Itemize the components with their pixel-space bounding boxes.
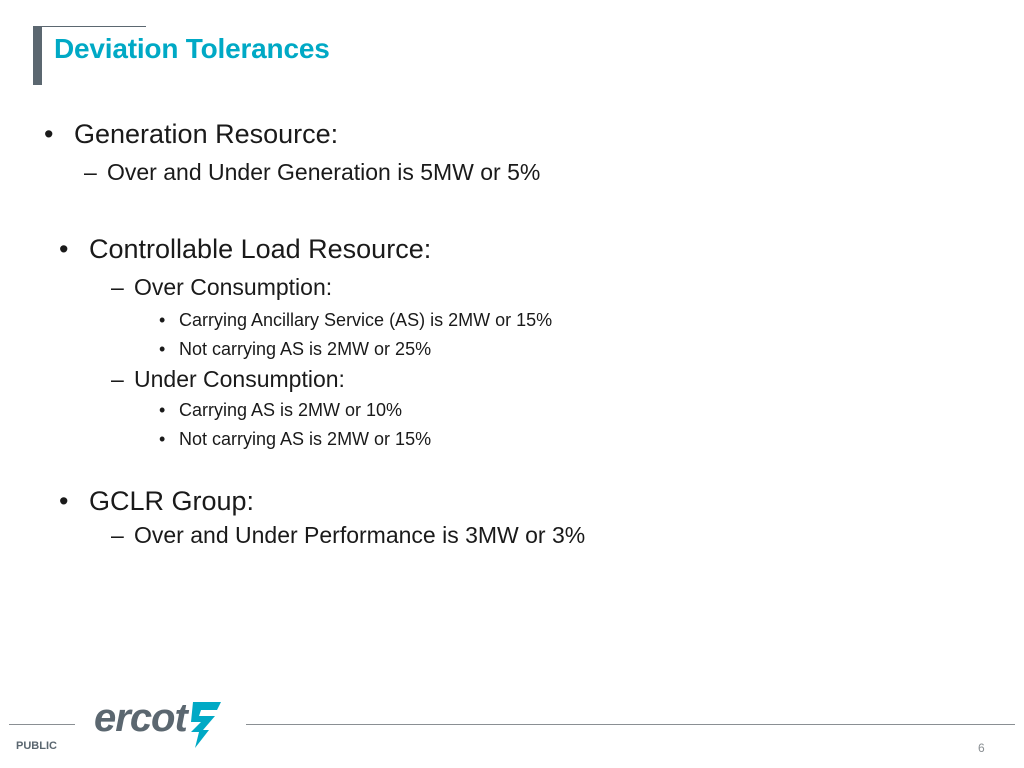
sub-item-carrying-as-over: Carrying Ancillary Service (AS) is 2MW or 15% <box>179 310 553 330</box>
sub-item-not-carrying-as-under: Not carrying AS is 2MW or 15% <box>179 429 432 449</box>
section-heading-generation: Generation Resource: <box>74 119 339 149</box>
dash-marker: – <box>111 366 124 392</box>
sub-item-not-carrying-as-over: Not carrying AS is 2MW or 25% <box>179 339 432 359</box>
footer-rule-left <box>9 724 75 725</box>
classification-label: PUBLIC <box>16 740 57 752</box>
sub-bullet-marker: • <box>159 310 166 330</box>
bullet-marker: • <box>44 119 54 149</box>
sub-bullet-marker: • <box>159 400 166 420</box>
dash-marker: – <box>111 522 124 548</box>
sub-bullet-marker: • <box>159 429 166 449</box>
item-under-consumption: Under Consumption: <box>134 366 345 392</box>
dash-marker: – <box>111 274 124 300</box>
section-heading-controllable-load: Controllable Load Resource: <box>89 234 432 264</box>
dash-marker: – <box>84 159 97 185</box>
footer-rule-right <box>246 724 1015 725</box>
sub-bullet-marker: • <box>159 339 166 359</box>
title-rule <box>42 26 146 27</box>
ercot-logo-text: ercot <box>94 696 187 740</box>
bullet-marker: • <box>59 234 69 264</box>
item-over-under-generation: Over and Under Generation is 5MW or 5% <box>107 159 541 185</box>
item-over-consumption: Over Consumption: <box>134 274 333 300</box>
slide-title: Deviation Tolerances <box>54 33 330 64</box>
bullet-marker: • <box>59 486 69 516</box>
ercot-logo-mark-icon <box>187 700 227 750</box>
page-number: 6 <box>978 741 985 755</box>
title-accent-bar <box>33 26 42 85</box>
item-over-under-performance: Over and Under Performance is 3MW or 3% <box>134 522 586 548</box>
section-heading-gclr-group: GCLR Group: <box>89 486 255 516</box>
sub-item-carrying-as-under: Carrying AS is 2MW or 10% <box>179 400 403 420</box>
